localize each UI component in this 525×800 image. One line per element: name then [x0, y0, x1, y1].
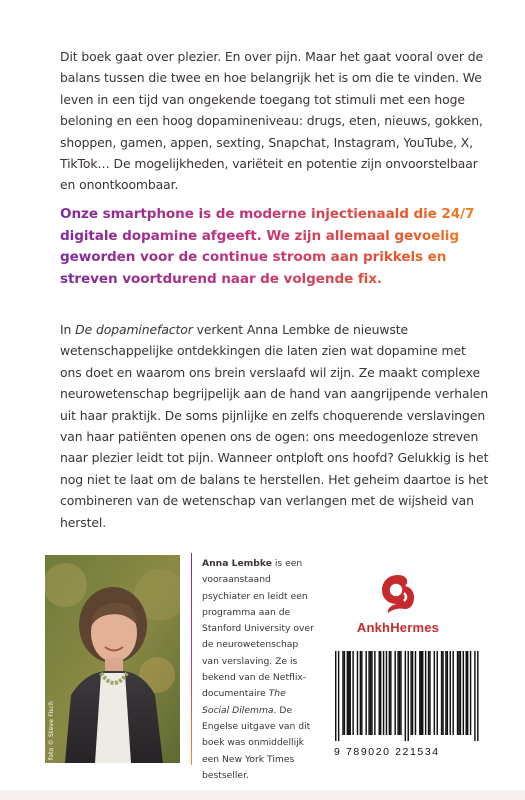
- barcode-bar: [412, 651, 413, 735]
- publisher-logo-icon: [378, 571, 418, 615]
- barcode-bar: [335, 651, 336, 741]
- barcode-bar: [352, 651, 353, 735]
- barcode-bar: [383, 651, 384, 735]
- barcode-bar: [379, 651, 380, 735]
- isbn-number: 9 789020 221534: [334, 746, 440, 758]
- barcode-bar: [350, 651, 351, 735]
- barcode-bar: [370, 651, 371, 735]
- barcode-bar: [474, 651, 475, 741]
- author-name: Anna Lembke: [202, 558, 272, 569]
- barcode-bar: [450, 651, 451, 735]
- barcode-bar: [419, 651, 420, 735]
- description-paragraph: [60, 319, 490, 533]
- barcode-bar: [405, 651, 406, 741]
- documentary-title: The Social Dilemma: [202, 688, 286, 716]
- barcode-bar: [361, 651, 362, 735]
- bio-text-end: . De Engelse uitgave van dit boek was onmiddellijk een New York Times bestseller.: [202, 704, 311, 781]
- barcode-bar: [463, 651, 464, 735]
- barcode-bar: [371, 651, 372, 735]
- bottom-strip: [0, 790, 525, 800]
- gradient-divider: [191, 553, 192, 765]
- barcode-bar: [368, 651, 369, 735]
- barcode-bar: [429, 651, 430, 735]
- barcode-bar: [394, 651, 395, 735]
- barcode-bar: [397, 651, 398, 735]
- barcode-bar: [360, 651, 361, 735]
- barcode-bar: [399, 651, 400, 735]
- barcode-bar: [380, 651, 381, 735]
- barcode-bar: [441, 651, 442, 735]
- barcode-bar: [342, 651, 343, 735]
- barcode-bar: [447, 651, 448, 735]
- barcode-bar: [434, 651, 435, 735]
- barcode-bar: [466, 651, 467, 735]
- barcode-bar: [467, 651, 468, 735]
- barcode-bar: [400, 651, 401, 735]
- bio-text: is een vooraanstaand psychiater en leidt een programma aan de Stanford University over de neurowetenschap van verslaving. Ze is bekend van de Netflix-documentaire: [202, 558, 314, 700]
- barcode-bar: [460, 651, 461, 735]
- author-bio: [202, 556, 314, 784]
- barcode-bar: [390, 651, 391, 735]
- barcode-bar: [452, 651, 453, 735]
- barcode-bar: [422, 651, 423, 735]
- barcode-bar: [445, 651, 446, 735]
- barcode-bar: [415, 651, 416, 735]
- barcode-bar: [357, 651, 358, 735]
- barcode-bar: [389, 651, 390, 735]
- barcode-bar: [344, 651, 345, 735]
- barcode-bar: [457, 651, 458, 735]
- barcode-bar: [421, 651, 422, 735]
- barcode-bar: [347, 651, 348, 735]
- barcode-bar: [437, 651, 438, 735]
- barcode-bar: [338, 651, 339, 741]
- isbn-barcode: [327, 643, 487, 760]
- barcode-bar: [425, 651, 426, 735]
- barcode-bar: [408, 651, 409, 741]
- book-title: De dopaminefactor: [75, 322, 193, 337]
- barcode-bar: [365, 651, 366, 735]
- barcode-bar: [348, 651, 349, 735]
- barcode-bar: [470, 651, 471, 735]
- author-photo: [45, 555, 180, 763]
- barcode-bar: [428, 651, 429, 735]
- photo-credit: foto © Steve Fisch: [48, 700, 55, 760]
- barcode-bar: [442, 651, 443, 735]
- barcode-bar: [410, 651, 411, 735]
- barcode-bar: [374, 651, 375, 735]
- description-lead: In: [60, 322, 76, 337]
- intro-paragraph: Dit boek gaat over plezier. En over pijn. Maar het gaat vooral over de balans tussen die twee en hoe belangrijk het is om die te vinden. We leven in een tijd van ongekende toegang tot stimuli met een hoge beloning en een hoog dopamineniveau: drugs, eten, nieuws, gokken, shoppen, gamen, appen, sexting, Snapchat, Instagram, YouTube, X, TikTok… De mogelijkheden, variëteit en potentie zijn onvoorstelbaar en onontkoombaar.: [60, 49, 484, 193]
- highlight-quote: Onze smartphone is de moderne injectienaald die 24/7 digitale dopamine afgeeft. We zijn allemaal gevoelig geworden voor de continue stroom aan prikkels en streven voortdurend naar de volgende fix.: [60, 204, 490, 290]
- barcode-bar: [458, 651, 459, 735]
- publisher-name: AnkhHermes: [356, 620, 440, 635]
- description-text: verkent Anna Lembke de nieuwste wetenschappelijke ontdekkingen die laten zien wat dopamine met ons doet en waarom ons brein verslaafd wil zijn. Ze maakt complexe neurowetenschap begrijpelijk aan de hand van aangrijpende verhalen uit haar praktijk. De soms pijnlijke en zelfs choquerende verslavingen van haar patiënten openen ons de ogen: ons meedogenloze streven naar plezier leidt tot pijn. Wanneer ontploft ons hoofd? Gelukkig is het nog niet te laat om de balans te herstellen. Het geheim daartoe is het combineren van de wetenschap van verlangen met de wijsheid van herstel.: [60, 322, 489, 530]
- barcode-bar: [386, 651, 387, 735]
- barcode-bar: [477, 651, 478, 741]
